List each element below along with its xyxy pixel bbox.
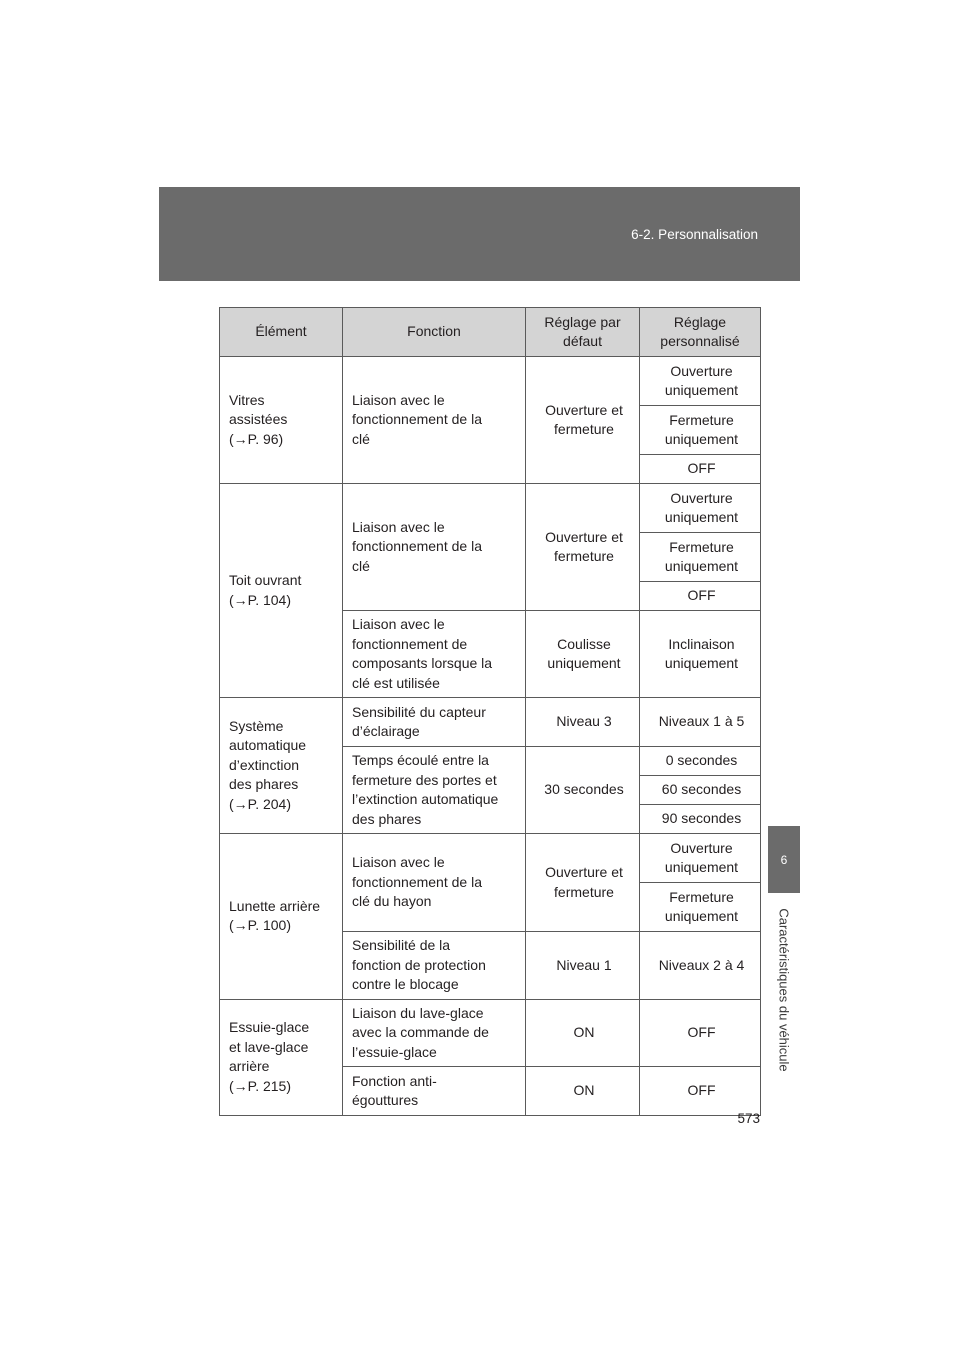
option-cell: OFF — [640, 1067, 761, 1116]
defaut-cell: ON — [526, 1067, 640, 1116]
option-cell: Ouverture uniquement — [640, 484, 761, 533]
element-cell: Toit ouvrant (→P. 104) — [220, 484, 343, 698]
page-number: 573 — [737, 1111, 760, 1126]
option-cell: 60 secondes — [640, 776, 761, 805]
fonction-cell: Sensibilité de la fonction de protection contre le blocage — [343, 932, 526, 1000]
chapter-label: Caractéristiques du véhicule — [776, 908, 792, 1072]
chapter-tab — [768, 826, 800, 893]
option-cell: 90 secondes — [640, 805, 761, 834]
option-cell: Ouverture uniquement — [640, 834, 761, 883]
element-cell: Vitres assistées (→P. 96) — [220, 357, 343, 484]
section-header-band — [159, 187, 800, 281]
fonction-cell: Temps écoulé entre la fermeture des portes et l’extinction automatique des phares — [343, 747, 526, 834]
table-row — [220, 834, 761, 883]
option-cell: Niveaux 2 à 4 — [640, 932, 761, 1000]
defaut-cell: Ouverture et fermeture — [526, 357, 640, 484]
option-cell: Fermeture uniquement — [640, 406, 761, 455]
table-header-row — [220, 308, 761, 357]
option-cell: Niveaux 1 à 5 — [640, 698, 761, 747]
option-cell: Fermeture uniquement — [640, 533, 761, 582]
fonction-cell: Fonction anti- égouttures — [343, 1067, 526, 1116]
fonction-cell: Sensibilité du capteur d’éclairage — [343, 698, 526, 747]
table-row — [220, 357, 761, 406]
defaut-cell: Coulisse uniquement — [526, 611, 640, 698]
fonction-cell: Liaison avec le fonctionnement de composants lorsque la clé est utilisée — [343, 611, 526, 698]
defaut-cell: Ouverture et fermeture — [526, 834, 640, 932]
table-row — [220, 484, 761, 533]
header-fonction: Fonction — [343, 308, 526, 357]
option-cell: Fermeture uniquement — [640, 883, 761, 932]
defaut-cell: 30 secondes — [526, 747, 640, 834]
header-defaut: Réglage par défaut — [526, 308, 640, 357]
option-cell: Ouverture uniquement — [640, 357, 761, 406]
header-element: Élément — [220, 308, 343, 357]
fonction-cell: Liaison avec le fonctionnement de la clé — [343, 357, 526, 484]
chapter-number: 6 — [780, 853, 788, 867]
table-row — [220, 698, 761, 747]
element-cell: Essuie-glace et lave-glace arrière (→P. 215) — [220, 999, 343, 1116]
fonction-cell: Liaison avec le fonctionnement de la clé du hayon — [343, 834, 526, 932]
element-cell: Système automatique d’extinction des phares (→P. 204) — [220, 698, 343, 834]
header-personnalise: Réglage personnalisé — [640, 308, 761, 357]
defaut-cell: ON — [526, 999, 640, 1067]
fonction-cell: Liaison avec le fonctionnement de la clé — [343, 484, 526, 611]
option-cell: 0 secondes — [640, 747, 761, 776]
option-cell: OFF — [640, 455, 761, 484]
defaut-cell: Niveau 3 — [526, 698, 640, 747]
option-cell: OFF — [640, 999, 761, 1067]
fonction-cell: Liaison du lave-glace avec la commande de l’essuie-glace — [343, 999, 526, 1067]
customization-table — [219, 307, 761, 1116]
defaut-cell: Niveau 1 — [526, 932, 640, 1000]
defaut-cell: Ouverture et fermeture — [526, 484, 640, 611]
option-cell: Inclinaison uniquement — [640, 611, 761, 698]
element-cell: Lunette arrière (→P. 100) — [220, 834, 343, 1000]
section-title: 6-2. Personnalisation — [631, 227, 758, 242]
option-cell: OFF — [640, 582, 761, 611]
table-row — [220, 999, 761, 1067]
